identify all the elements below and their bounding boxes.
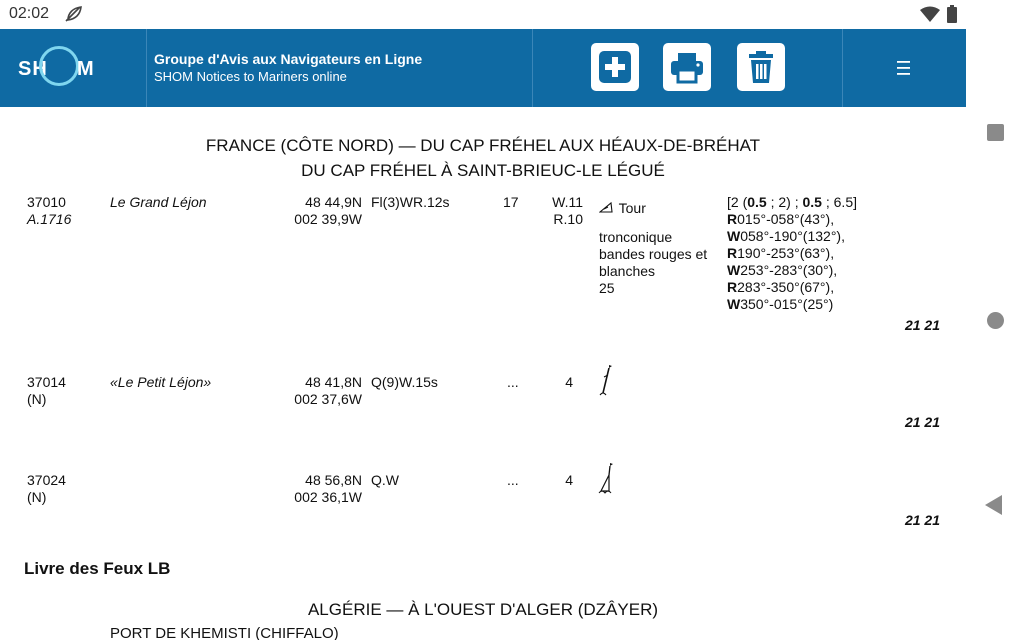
logo-text-left: SH [18, 58, 48, 80]
entry-range-white: W.11 [552, 194, 583, 210]
section-heading: FRANCE (CÔTE NORD) — DU CAP FRÉHEL AUX HÉAUX-DE-BRÉHAT [205, 136, 761, 155]
entry-range: 4 [565, 374, 573, 390]
entry-structure-line: blanches [599, 263, 656, 279]
entry-intl-number: A.1716 [27, 211, 72, 227]
page-reference: 21 21 [904, 512, 940, 528]
sector-color: W [727, 296, 741, 312]
entry-latitude: 48 44,9N [305, 194, 362, 210]
entry-longitude: 002 37,6W [294, 391, 362, 407]
status-time: 02:02 [9, 5, 50, 22]
entry-intl-number: (N) [27, 391, 47, 407]
sector-range: 350°-015°(25°) [740, 296, 834, 312]
section-subheading: DU CAP FRÉHEL À SAINT-BRIEUC-LE LÉGUÉ [301, 161, 665, 180]
entry-number: 37024 [27, 472, 66, 488]
sector-range: 015°-058°(43°), [737, 211, 835, 227]
sector-color: R [727, 211, 738, 227]
sector-row [727, 279, 834, 296]
sector-color: W [727, 228, 741, 244]
page-reference: 21 21 [904, 317, 940, 333]
entry-name: Le Grand Léjon [110, 194, 207, 210]
sector-row [727, 228, 845, 245]
content-area[interactable] [0, 107, 966, 640]
period-text: ; 6.5] [821, 194, 857, 210]
section-heading: ALGÉRIE — À L'OUEST D'ALGER (DZÂYER) [307, 600, 659, 619]
sector-row [727, 245, 834, 262]
entry-structure-first [599, 200, 646, 217]
list-title: Livre des Feux LB [24, 559, 171, 578]
entry-longitude: 002 36,1W [294, 489, 362, 505]
sector-color: R [727, 279, 738, 295]
entry-intl-number: (N) [27, 489, 47, 505]
entry-number: 37014 [27, 374, 66, 390]
entry-structure-line: 25 [599, 280, 615, 296]
app-title: Groupe d'Avis aux Navigateurs en Ligne [154, 51, 423, 67]
sector-range: 190°-253°(63°), [737, 245, 835, 261]
menu-button[interactable] [888, 53, 918, 83]
sector-color: R [727, 245, 738, 261]
entry-structure-label: Tour [618, 200, 646, 216]
logo-ring [39, 46, 79, 86]
entry-period [727, 194, 857, 211]
entry-longitude: 002 39,9W [294, 211, 362, 227]
feather-icon [64, 5, 84, 28]
sector-range: 058°-190°(132°), [740, 228, 845, 244]
back-button[interactable] [985, 495, 1002, 515]
add-button[interactable] [591, 43, 639, 91]
header-divider [842, 29, 843, 107]
sector-row [727, 211, 834, 228]
sector-range: 283°-350°(67°), [737, 279, 835, 295]
sector-row [727, 296, 833, 313]
entry-structure-line: tronconique [599, 229, 673, 245]
header-divider [146, 29, 147, 107]
wifi-icon [920, 6, 940, 27]
entry-characteristic: Q.W [371, 472, 399, 488]
tower-icon [599, 200, 615, 216]
entry-height: ... [507, 374, 519, 390]
logo-text-right: M [77, 58, 95, 80]
entry-latitude: 48 41,8N [305, 374, 362, 390]
header-divider [532, 29, 533, 107]
period-flash: 0.5 [802, 194, 822, 210]
delete-button[interactable] [737, 43, 785, 91]
print-button[interactable] [663, 43, 711, 91]
shom-logo[interactable] [0, 29, 146, 107]
entry-characteristic: Q(9)W.15s [371, 374, 438, 390]
sector-color: W [727, 262, 741, 278]
entry-name: «Le Petit Léjon» [110, 374, 212, 390]
entry-structure-line: bandes rouges et [599, 246, 708, 262]
spar-buoy-icon [598, 363, 614, 403]
page-reference: 21 21 [904, 414, 940, 430]
battery-icon [946, 5, 958, 28]
entry-characteristic: Fl(3)WR.12s [371, 194, 450, 210]
entry-range: 4 [565, 472, 573, 488]
entry-range-red: R.10 [553, 211, 583, 227]
period-text: [2 ( [727, 194, 748, 210]
recents-button[interactable] [987, 124, 1004, 141]
hamburger-menu-icon [888, 70, 918, 87]
home-button[interactable] [987, 312, 1004, 329]
sector-range: 253°-283°(30°), [740, 262, 838, 278]
entry-number: 37010 [27, 194, 66, 210]
sector-row [727, 262, 837, 279]
period-text: ; 2) ; [766, 194, 803, 210]
entry-height: ... [507, 472, 519, 488]
entry-latitude: 48 56,8N [305, 472, 362, 488]
buoy-icon [598, 461, 614, 501]
app-subtitle: SHOM Notices to Mariners online [154, 69, 347, 84]
status-bar [0, 0, 1024, 29]
title-block [154, 51, 422, 84]
app-header [0, 29, 966, 107]
port-name: PORT DE KHEMISTI (CHIFFALO) [110, 625, 339, 640]
entry-height: 17 [503, 194, 519, 210]
period-flash: 0.5 [747, 194, 767, 210]
